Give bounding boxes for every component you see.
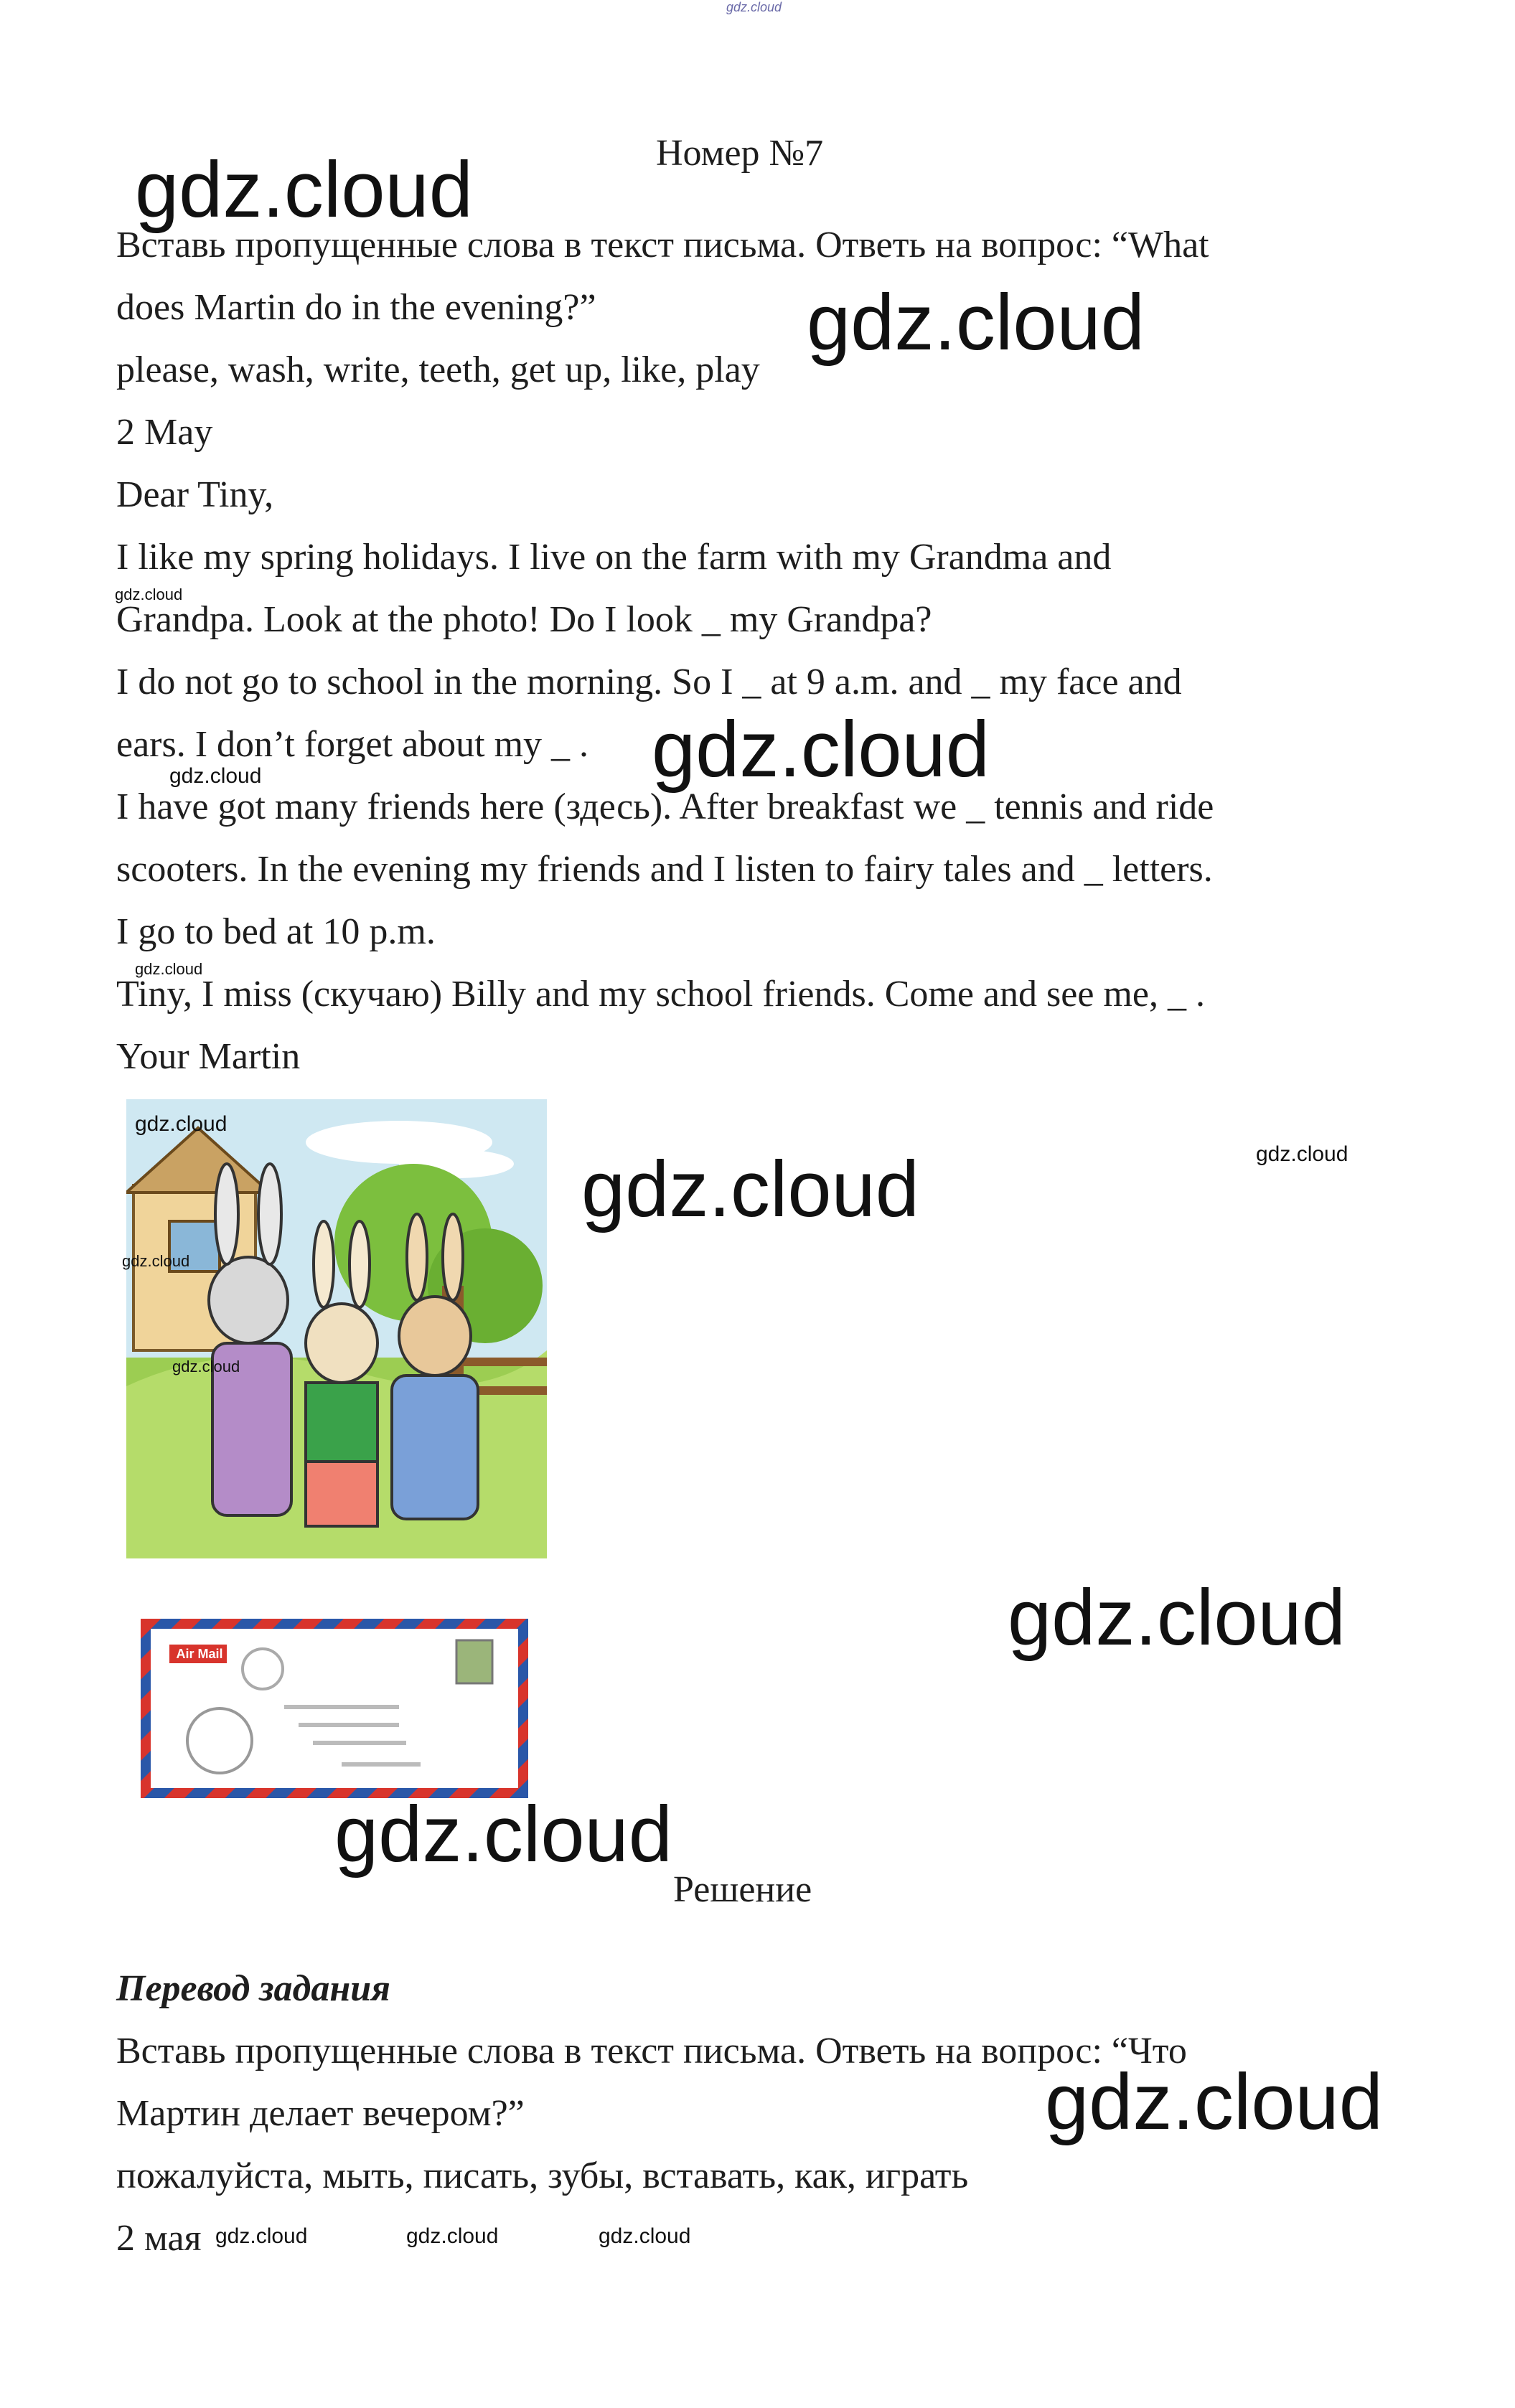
translation-heading: Перевод задания: [116, 1968, 390, 2009]
letter-line: Tiny, I miss (скучаю) Billy and my school friends. Come and see me, _ .: [116, 974, 1205, 1015]
letter-line: I have got many friends here (здесь). After breakfast we _ tennis and ride: [116, 786, 1214, 827]
rabbit-family-farm-svg: [126, 1099, 547, 1558]
translation-line: Вставь пропущенные слова в текст письма. Ответь на вопрос: “Что: [116, 2031, 1187, 2071]
airmail-envelope-illustration: [141, 1619, 528, 1798]
task-line: Вставь пропущенные слова в текст письма. Ответь на вопрос: “What: [116, 225, 1209, 265]
watermark: gdz.cloud: [652, 705, 990, 794]
airmail-label: Air Mail: [176, 1647, 223, 1661]
letter-line: I do not go to school in the morning. So I _ at 9 a.m. and _ my face and: [116, 662, 1182, 702]
watermark: gdz.cloud: [115, 585, 183, 603]
letter-date: 2 May: [116, 412, 213, 453]
watermark: gdz.cloud: [169, 764, 262, 788]
translation-date: 2 мая: [116, 2218, 202, 2259]
watermark: gdz.cloud: [135, 960, 203, 978]
letter-line: Grandpa. Look at the photo! Do I look _ my Grandpa?: [116, 599, 932, 640]
watermark-top: gdz.cloud: [726, 0, 782, 14]
watermark: gdz.cloud: [334, 1790, 672, 1878]
letter-line: I like my spring holidays. I live on the farm with my Grandma and: [116, 537, 1112, 578]
watermark: gdz.cloud: [599, 2224, 691, 2248]
translation-line: Мартин делает вечером?”: [116, 2093, 525, 2134]
letter-line: ears. I don’t forget about my _ .: [116, 724, 589, 765]
solution-title: Решение: [673, 1869, 812, 1910]
rabbit-family-farm-illustration: [126, 1099, 547, 1558]
letter-line: I go to bed at 10 p.m.: [116, 911, 436, 952]
watermark: gdz.cloud: [135, 146, 473, 234]
word-list: please, wash, write, teeth, get up, like, play: [116, 349, 760, 390]
watermark: gdz.cloud: [581, 1145, 919, 1233]
letter-greeting: Dear Tiny,: [116, 474, 274, 515]
translation-word-list: пожалуйста, мыть, писать, зубы, вставать, как, играть: [116, 2155, 969, 2196]
watermark: gdz.cloud: [172, 1358, 240, 1375]
watermark: gdz.cloud: [215, 2224, 308, 2248]
watermark: gdz.cloud: [1256, 1142, 1349, 1166]
watermark: gdz.cloud: [135, 1112, 228, 1136]
watermark: gdz.cloud: [1045, 2058, 1383, 2146]
watermark: gdz.cloud: [1008, 1574, 1346, 1662]
watermark: gdz.cloud: [406, 2224, 499, 2248]
page-title: Номер №7: [656, 133, 824, 174]
letter-line: scooters. In the evening my friends and I listen to fairy tales and _ letters.: [116, 849, 1213, 890]
watermark: gdz.cloud: [807, 278, 1145, 367]
task-line: does Martin do in the evening?”: [116, 287, 596, 328]
watermark: gdz.cloud: [122, 1252, 190, 1270]
letter-signature: Your Martin: [116, 1036, 301, 1077]
